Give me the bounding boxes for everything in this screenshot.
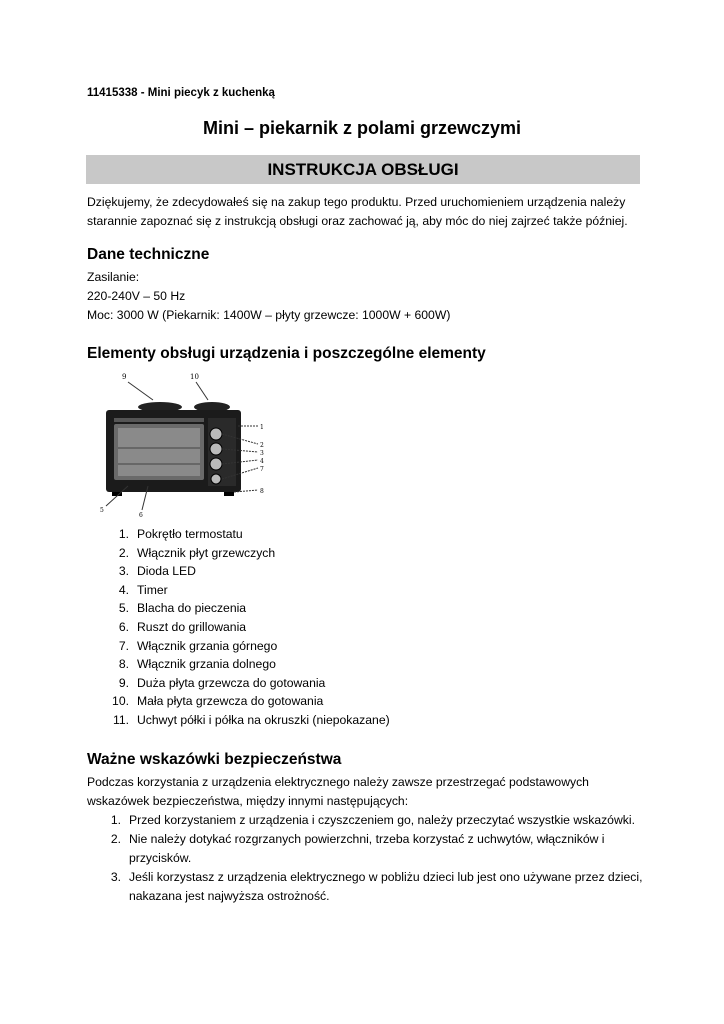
list-text: Timer: [137, 582, 168, 597]
safety-heading: Ważne wskazówki bezpieczeństwa: [87, 751, 342, 768]
list-item: [87, 637, 390, 656]
list-item: [87, 811, 647, 830]
list-text: Jeśli korzystasz z urządzenia elektrycznego w pobliżu dzieci lub jest ono używane przez dzieci, nakazana jest najwyższa ostrożność.: [129, 870, 643, 903]
tech-line-power-label: Zasilanie:: [87, 270, 140, 284]
list-item: [87, 544, 390, 563]
list-item: [87, 830, 647, 868]
list-item: [87, 525, 390, 544]
list-item: [87, 581, 390, 600]
list-item: [87, 562, 390, 581]
list-text: Mała płyta grzewcza do gotowania: [137, 694, 324, 709]
instructions-banner: INSTRUKCJA OBSŁUGI: [86, 155, 640, 184]
list-number: 11.: [112, 712, 129, 727]
safety-list: [87, 811, 647, 906]
list-number: 6.: [118, 619, 129, 634]
list-number: 2.: [118, 545, 129, 560]
list-text: Pokrętło termostatu: [137, 527, 243, 541]
list-text: Blacha do pieczenia: [137, 601, 247, 616]
list-text: Włącznik grzania górnego: [137, 638, 278, 653]
list-item: [87, 692, 390, 711]
oven-diagram-figure: [98, 368, 278, 518]
list-number: 10.: [112, 694, 129, 709]
intro-paragraph: Dziękujemy, że zdecydowałeś się na zakup tego produktu. Przed uruchomieniem urządzenia należy starannie zapoznać się z instrukcją obsługi oraz zachować ją, aby móc do niej zajrzeć także później.: [87, 195, 628, 228]
list-text: Ruszt do grillowania: [137, 619, 247, 634]
list-number: 9.: [118, 675, 129, 690]
figure-label-6: 6: [139, 512, 143, 518]
list-number: 3.: [110, 870, 121, 884]
figure-label-9: 9: [122, 373, 127, 381]
list-item: [87, 711, 390, 730]
elements-heading: Elementy obsługi urządzenia i poszczególne elementy: [87, 345, 486, 362]
tech-heading: Dane techniczne: [87, 246, 210, 263]
document-id: 11415338 - Mini piecyk z kuchenką: [87, 87, 275, 99]
list-item: [87, 599, 390, 618]
list-text: Dioda LED: [137, 564, 196, 579]
list-text: Duża płyta grzewcza do gotowania: [137, 675, 326, 690]
list-text: Włącznik płyt grzewczych: [137, 545, 276, 560]
tech-line-wattage: Moc: 3000 W (Piekarnik: 1400W – płyty grzewcze: 1000W + 600W): [87, 308, 451, 322]
list-number: 5.: [118, 601, 129, 616]
figure-label-5: 5: [100, 507, 104, 514]
list-number: 3.: [118, 564, 129, 579]
list-number: 1.: [118, 527, 129, 541]
list-number: 8.: [118, 657, 129, 672]
list-number: 2.: [110, 832, 121, 846]
parts-list: [87, 525, 390, 730]
list-number: 1.: [110, 813, 121, 827]
list-text: Nie należy dotykać rozgrzanych powierzchni, trzeba korzystać z uchwytów, włączników i przycisków.: [129, 832, 605, 865]
figure-label-3: 3: [260, 450, 264, 457]
list-text: Włącznik grzania dolnego: [137, 657, 276, 672]
figure-label-1: 1: [260, 424, 264, 431]
figure-label-7: 7: [260, 466, 264, 473]
list-number: 7.: [118, 638, 129, 653]
figure-label-10: 10: [190, 373, 199, 381]
figure-label-2: 2: [260, 442, 264, 449]
figure-label-8: 8: [260, 488, 264, 495]
list-item: [87, 618, 390, 637]
list-item: [87, 655, 390, 674]
safety-intro: Podczas korzystania z urządzenia elektrycznego należy zawsze przestrzegać podstawowych wskazówek bezpieczeństwa, między innymi następujących:: [87, 775, 589, 808]
list-item: [87, 868, 647, 906]
list-text: Uchwyt półki i półka na okruszki (niepokazane): [137, 712, 390, 727]
list-item: [87, 674, 390, 693]
tech-line-voltage: 220-240V – 50 Hz: [87, 289, 186, 303]
document-title: Mini – piekarnik z polami grzewczymi: [202, 118, 522, 138]
list-number: 4.: [118, 582, 129, 597]
list-text: Przed korzystaniem z urządzenia i czyszczeniem go, należy przeczytać wszystkie wskazówki.: [129, 813, 635, 827]
figure-label-4: 4: [260, 458, 264, 465]
